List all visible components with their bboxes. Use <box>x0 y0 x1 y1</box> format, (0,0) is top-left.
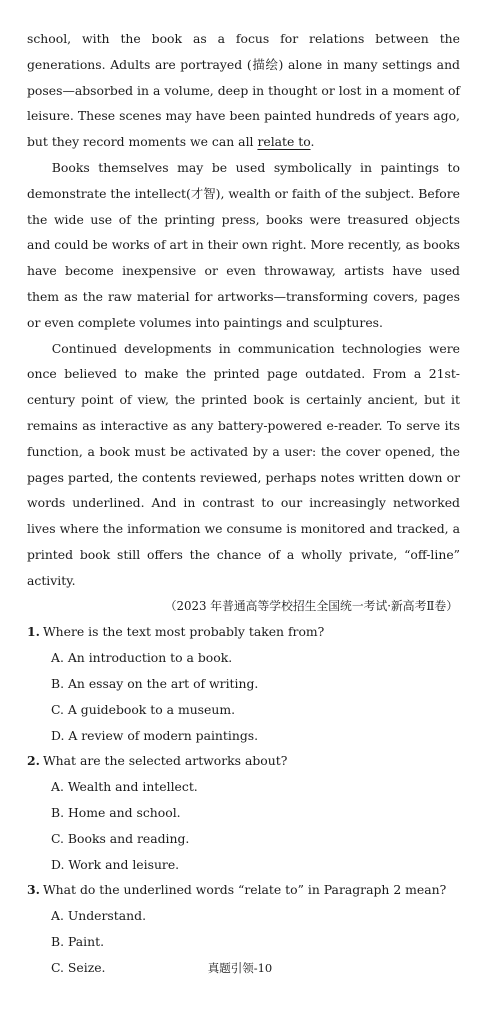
passage-paragraph-1-text: school, with the book as a focus for relations between the generations. Adults are portrayed (描绘) alone in many settings and poses—absorbed in a volume, deep in thought or lost in a moment of leisure. These scenes may have been painted hundreds of years ago, but they record moments we can all <box>27 31 460 150</box>
answer-option[interactable]: C. Seize. <box>51 959 106 975</box>
question-number: 3. <box>27 882 40 898</box>
passage-paragraph-1-end: . <box>310 134 315 150</box>
question-stem <box>27 748 460 774</box>
question-stem <box>27 877 460 903</box>
answer-option[interactable]: B. Paint. <box>51 933 105 949</box>
answer-option[interactable]: D. Work and leisure. <box>51 856 180 872</box>
source-citation: （2023 年普通高等学校招生全国统一考试·新高考Ⅱ卷） <box>164 598 458 613</box>
answer-option[interactable]: B. Home and school. <box>51 804 181 820</box>
answer-option[interactable]: D. A review of modern paintings. <box>51 727 259 743</box>
question-text: What are the selected artworks about? <box>42 753 288 769</box>
question-stem <box>27 619 460 645</box>
answer-option[interactable]: A. An introduction to a book. <box>51 650 233 666</box>
question-2 <box>27 748 460 877</box>
question-1 <box>27 619 460 748</box>
answer-option[interactable]: B. An essay on the art of writing. <box>51 675 259 691</box>
answer-option[interactable]: C. Books and reading. <box>51 830 190 846</box>
question-text: What do the underlined words “relate to” in Paragraph 2 mean? <box>42 882 447 898</box>
answer-option[interactable]: A. Understand. <box>51 908 147 924</box>
passage-paragraph-3: Continued developments in communication technologies were once believed to make the printed page outdated. From a 21st-century point of view, the printed book is certainly ancient, but it remains as interactive as any battery-powered e-reader. To serve its function, a book must be activated by a user: the cover opened, the pages parted, the contents reviewed, perhaps notes written down or words underlined. And in contrast to our increasingly networked lives where the information we consume is monitored and tracked, a printed book still offers the chance of a wholly private, “off-line” activity. <box>27 340 460 588</box>
answer-option[interactable]: C. A guidebook to a museum. <box>51 701 236 717</box>
underlined-phrase: relate to <box>257 134 311 150</box>
question-number: 2. <box>27 753 40 769</box>
page-footer: 真题引领-10 <box>207 961 273 975</box>
question-number: 1. <box>27 624 40 640</box>
passage-paragraph-1 <box>27 26 460 155</box>
answer-option[interactable]: A. Wealth and intellect. <box>51 779 198 795</box>
question-text: Where is the text most probably taken from? <box>42 624 325 640</box>
passage-paragraph-2: Books themselves may be used symbolically in paintings to demonstrate the intellect(才智), wealth or faith of the subject. Before the wide use of the printing press, books were treasured objects and could be works of art in their own right. More recently, as books have become inexpensive or even throwaway, artists have used them as the raw material for artworks—transforming covers, pages or even complete volumes into paintings and sculptures. <box>27 159 460 330</box>
